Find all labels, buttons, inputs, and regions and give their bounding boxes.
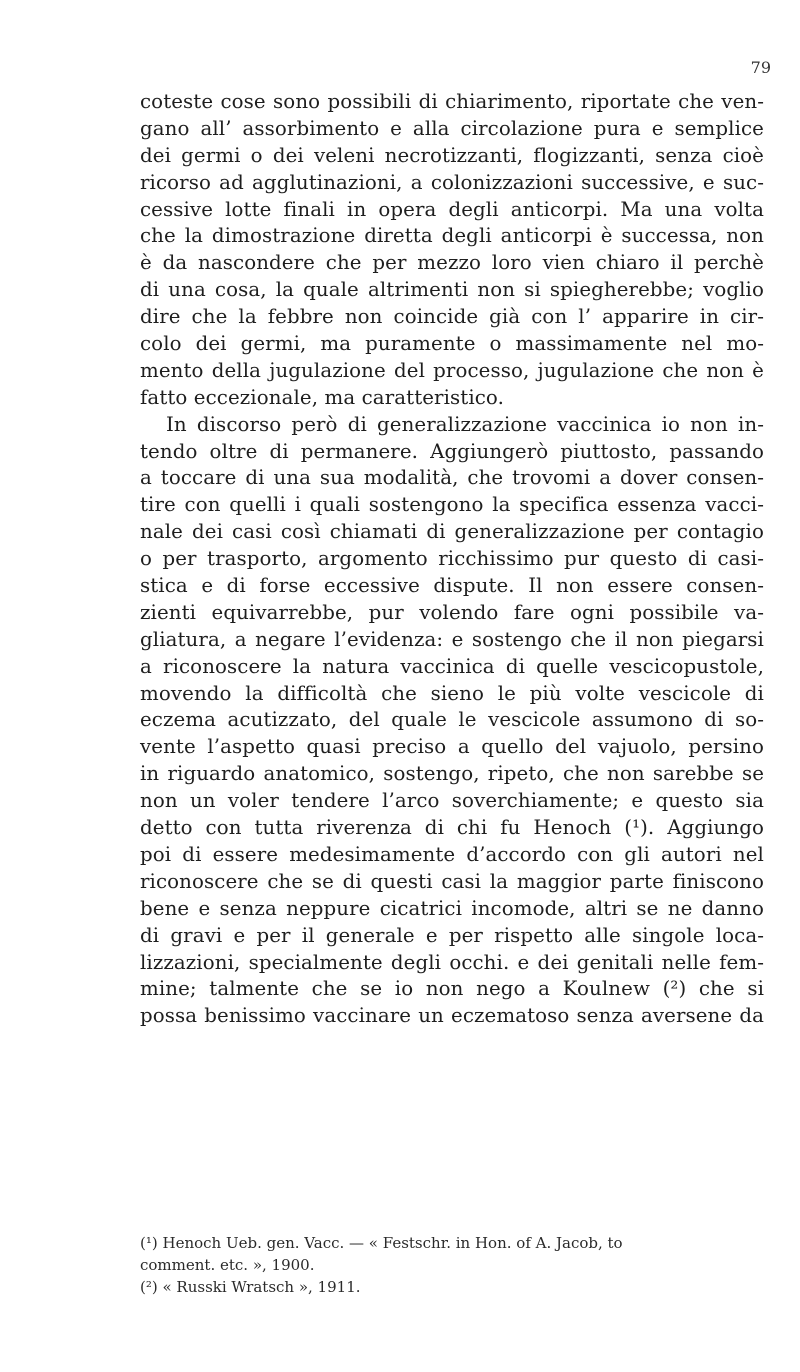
paragraph-start-line: In discorso però di generalizzazione vaccinica io non in- [166,412,764,436]
paragraph-end-line: fatto eccezionale, ma caratteristico. [140,385,504,409]
page-number: 79 [750,58,771,77]
text-line: tendo oltre di permanere. Aggiungerò piuttosto, passando [140,439,764,463]
text-line: mine; talmente che se io non nego a Koulnew (²) che si [140,977,764,1001]
text-line: zienti equivarrebbe, pur volendo fare ogni possibile va- [140,600,764,624]
footnote-1-continuation: comment. etc. », 1900. [140,1256,315,1274]
text-line: tire con quelli i quali sostengono la specifica essenza vacci- [140,493,764,517]
text-line: ricorso ad agglutinazioni, a colonizzazioni successive, e suc- [140,170,764,194]
text-line: colo dei germi, ma puramente o massimamente nel mo- [140,332,764,356]
text-line: dire che la febbre non coincide già con l’ apparire in cir- [140,305,764,329]
text-line: mento della jugulazione del processo, jugulazione che non è [140,358,764,382]
footnote-2: (²) « Russki Wratsch », 1911. [140,1278,361,1296]
text-line: stica e di forse eccessive dispute. Il non essere consen- [140,574,764,598]
text-line: gano all’ assorbimento e alla circolazione pura e semplice [140,116,764,140]
body-text [140,89,764,1030]
text-line: riconoscere che se di questi casi la maggior parte finiscono [140,869,764,893]
text-line: dei germi o dei veleni necrotizzanti, flogizzanti, senza cioè [140,143,764,167]
text-line: nale dei casi così chiamati di generalizzazione per contagio [140,520,764,544]
text-line: cessive lotte finali in opera degli anticorpi. Ma una volta [140,197,764,221]
text-line: coteste cose sono possibili di chiarimento, riportate che ven- [140,90,764,113]
text-line: è da nascondere che per mezzo loro vien chiaro il perchè [140,251,764,275]
text-line: gliatura, a negare l’evidenza: e sostengo che il non piegarsi [140,627,764,651]
text-line: a toccare di una sua modalità, che trovomi a dover consen- [140,466,764,490]
text-line: detto con tutta riverenza di chi fu Henoch (¹). Aggiungo [140,816,764,840]
text-line: vente l’aspetto quasi preciso a quello del vajuolo, persino [140,735,764,759]
footnote-1: (¹) Henoch Ueb. gen. Vacc. — « Festschr. in Hon. of A. Jacob, to [140,1234,623,1252]
text-line: lizzazioni, specialmente degli occhi. e dei genitali nelle fem- [140,950,764,974]
text-line: bene e senza neppure cicatrici incomode, altri se ne danno [140,896,764,920]
text-line: di una cosa, la quale altrimenti non si spiegherebbe; voglio [140,278,764,302]
text-line: di gravi e per il generale e per rispetto alle singole loca- [140,923,764,947]
footnotes [140,1232,764,1298]
text-line: non un voler tendere l’arco soverchiamente; e questo sia [140,789,764,813]
text-line: possa benissimo vaccinare un eczematoso senza aversene da [140,1004,764,1028]
text-line: che la dimostrazione diretta degli anticorpi è successa, non [140,224,764,248]
text-line: eczema acutizzato, del quale le vescicole assumono di so- [140,708,764,732]
text-line: poi di essere medesimamente d’accordo con gli autori nel [140,842,764,866]
text-line: movendo la difficoltà che sieno le più volte vescicole di [140,681,764,705]
text-line: a riconoscere la natura vaccinica di quelle vescicopustole, [140,654,764,678]
text-line: in riguardo anatomico, sostengo, ripeto, che non sarebbe se [140,762,764,786]
text-line: o per trasporto, argomento ricchissimo pur questo di casi- [140,547,764,571]
